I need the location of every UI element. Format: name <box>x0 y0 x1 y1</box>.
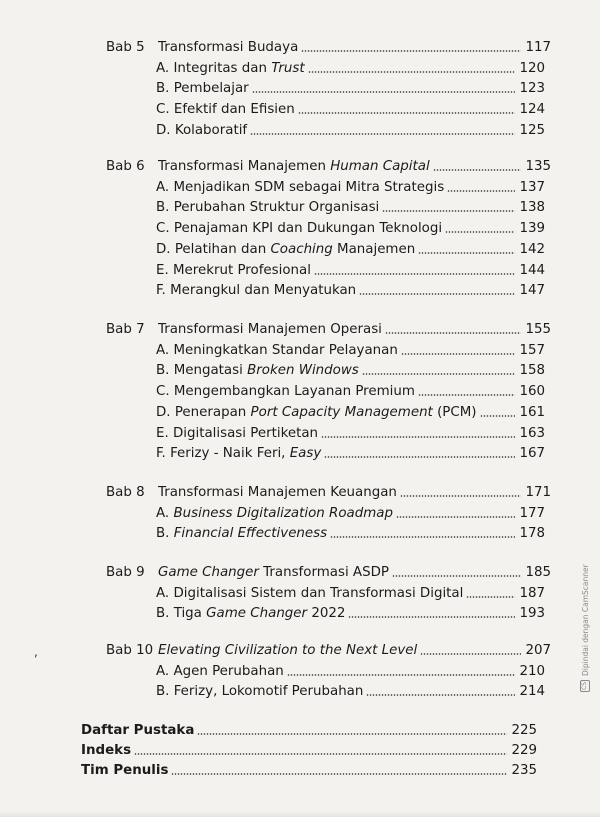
entry-title <box>156 426 318 442</box>
dot-leader <box>308 70 516 74</box>
entry-title-run: B. Ferizy, Lokomotif Perubahan <box>156 684 364 700</box>
entry-title <box>156 343 398 359</box>
dot-leader <box>250 132 515 136</box>
entry-title <box>156 664 284 680</box>
section-entry <box>156 77 545 97</box>
section-entry <box>156 522 545 542</box>
dot-leader <box>418 393 516 397</box>
entry-title-run: A. Agen Perubahan <box>156 663 284 679</box>
page-number: 137 <box>519 179 545 195</box>
dot-leader <box>348 615 515 619</box>
entry-title-run: B. Tiga <box>156 606 207 622</box>
section-entry <box>156 422 545 442</box>
entry-title <box>156 242 415 258</box>
entry-title <box>156 221 442 237</box>
entry-title <box>156 263 311 279</box>
entry-title-run: Transformasi Manajemen Keuangan <box>158 485 397 500</box>
page-number: 178 <box>519 526 545 542</box>
dot-leader <box>321 435 515 439</box>
entry-title <box>156 446 321 462</box>
entry-title-italic-run: Coaching <box>270 241 333 257</box>
entry-title <box>156 200 379 216</box>
entry-title-run: (PCM) <box>432 404 477 420</box>
page-number: 144 <box>519 262 545 278</box>
entry-title-run: A. Menjadikan SDM sebagai Mitra Strategis <box>156 179 445 195</box>
section-entry <box>156 176 545 196</box>
entry-title-run: B. Mengatasi <box>156 363 248 379</box>
entry-title-italic-run: Elevating Civilization to the Next Level <box>158 643 418 658</box>
page-number: 139 <box>519 221 545 237</box>
dot-leader <box>385 331 522 335</box>
entry-title-run: Transformasi Budaya <box>158 40 299 55</box>
entry-title <box>156 363 359 379</box>
entry-title <box>158 485 397 501</box>
entry-title <box>156 506 393 522</box>
chapter-entry <box>106 481 551 501</box>
entry-title-run: E. Merekrut Profesional <box>156 262 311 278</box>
dot-leader <box>401 352 516 356</box>
entry-title-italic-run: Port Capacity Management <box>250 404 433 420</box>
entry-title-run: A. Meningkatkan Standar Pelayanan <box>156 342 398 358</box>
entry-title <box>156 180 444 196</box>
stray-mark: , <box>34 645 38 659</box>
entry-title: Daftar Pustaka <box>81 723 195 738</box>
dot-leader <box>420 652 521 656</box>
dot-leader <box>301 49 521 53</box>
entry-title <box>156 61 305 77</box>
entry-title-run: F. Ferizy - Naik Feri, <box>156 446 290 462</box>
entry-title-run: 2022 <box>307 606 346 622</box>
dot-leader <box>382 209 515 213</box>
chapter-label: Bab 6 <box>106 159 145 174</box>
page-number: 120 <box>519 60 545 76</box>
entry-title-run: A. <box>156 505 174 521</box>
section-entry <box>156 582 545 602</box>
section-entry <box>156 217 545 237</box>
entry-title <box>156 526 327 542</box>
page-number: 138 <box>519 200 545 216</box>
entry-title-run: C. Mengembangkan Layanan Premium <box>156 384 415 400</box>
entry-title <box>158 322 382 338</box>
chapter-label: Bab 5 <box>106 40 145 55</box>
back-matter-entry <box>81 739 537 759</box>
entry-title-italic-run: Game Changer <box>206 606 308 622</box>
page-number: 161 <box>519 404 545 420</box>
page-number: 210 <box>519 663 545 679</box>
chapter-label: Bab 7 <box>106 322 145 337</box>
entry-title <box>158 40 298 56</box>
camscanner-logo-icon: CS <box>581 682 588 690</box>
page-number: 193 <box>519 606 545 622</box>
page-number: 225 <box>511 723 537 738</box>
entry-title <box>156 283 356 299</box>
dot-leader <box>287 673 516 677</box>
dot-leader <box>480 414 516 418</box>
section-entry <box>156 279 545 299</box>
chapter-entry <box>106 561 551 581</box>
section-entry <box>156 339 545 359</box>
dot-leader <box>171 772 507 776</box>
back-matter-entry <box>81 719 537 739</box>
dot-leader <box>330 535 515 539</box>
scanner-watermark-text: Dipindai dengan CamScanner <box>580 564 590 676</box>
section-entry <box>156 359 545 379</box>
entry-title <box>156 384 415 400</box>
page-number: 142 <box>519 241 545 257</box>
entry-title <box>156 684 363 700</box>
entry-title <box>158 565 389 581</box>
entry-title-run: B. <box>156 526 174 542</box>
entry-title <box>158 159 430 175</box>
dot-leader <box>362 372 516 376</box>
dot-leader <box>252 90 516 94</box>
page-number: 163 <box>519 425 545 441</box>
dot-leader <box>197 732 507 736</box>
entry-title-run: B. Pembelajar <box>156 81 249 97</box>
page-number: 117 <box>525 40 551 55</box>
section-entry <box>156 660 545 680</box>
entry-title-run: C. Efektif dan Efisien <box>156 102 295 118</box>
section-entry <box>156 502 545 522</box>
back-matter-entry <box>81 759 537 779</box>
entry-title-italic-run: Human Capital <box>330 159 430 174</box>
page-number: 147 <box>519 283 545 299</box>
page-number: 187 <box>519 585 545 601</box>
chapter-label: Bab 10 <box>106 643 154 658</box>
page-number: 177 <box>519 505 545 521</box>
dot-leader <box>298 111 516 115</box>
entry-title-run: Transformasi Manajemen Operasi <box>158 322 382 337</box>
entry-title-run: D. Pelatihan dan <box>156 241 271 257</box>
section-entry <box>156 196 545 216</box>
dot-leader <box>392 574 521 578</box>
entry-title <box>156 102 295 118</box>
section-entry <box>156 98 545 118</box>
scanner-watermark <box>580 564 590 692</box>
page-number: 123 <box>519 81 545 97</box>
section-entry <box>156 680 545 700</box>
page-number: 171 <box>525 485 551 500</box>
section-entry <box>156 380 545 400</box>
chapter-entry <box>106 155 551 175</box>
entry-title-italic-run: Financial Effectiveness <box>173 526 328 542</box>
entry-title-run: B. Perubahan Struktur Organisasi <box>156 200 380 216</box>
section-entry <box>156 602 545 622</box>
entry-title: Indeks <box>81 743 132 758</box>
chapter-entry <box>106 36 551 56</box>
page-number: 214 <box>519 684 545 700</box>
page-number: 155 <box>525 322 551 337</box>
entry-title-italic-run: Game Changer <box>158 565 259 580</box>
section-entry <box>156 57 545 77</box>
section-entry <box>156 259 545 279</box>
dot-leader <box>324 455 515 459</box>
entry-title-run: F. Merangkul dan Menyatukan <box>156 283 357 299</box>
section-entry <box>156 442 545 462</box>
page-number: 135 <box>525 159 551 174</box>
entry-title-run: A. Integritas dan <box>156 60 272 76</box>
dot-leader <box>314 272 515 276</box>
entry-title <box>156 405 477 421</box>
entry-title <box>156 606 345 622</box>
entry-title <box>156 123 247 139</box>
entry-title <box>156 586 463 602</box>
dot-leader <box>445 230 515 234</box>
dot-leader <box>359 292 515 296</box>
page-number: 157 <box>519 342 545 358</box>
chapter-entry <box>106 639 551 659</box>
page-number: 158 <box>519 363 545 379</box>
page-number: 167 <box>519 446 545 462</box>
entry-title: Tim Penulis <box>81 763 169 778</box>
entry-title-italic-run: Easy <box>289 446 322 462</box>
section-entry <box>156 119 545 139</box>
page-number: 185 <box>525 565 551 580</box>
chapter-entry <box>106 318 551 338</box>
entry-title-run: Manajemen <box>332 241 416 257</box>
entry-title <box>156 81 249 97</box>
page-number: 124 <box>519 102 545 118</box>
dot-leader <box>447 189 515 193</box>
chapter-label: Bab 8 <box>106 485 145 500</box>
dot-leader <box>418 251 515 255</box>
page-edge-shadow <box>0 811 600 817</box>
entry-title-run: A. Digitalisasi Sistem dan Transformasi Digital <box>156 585 464 601</box>
entry-title <box>158 643 417 659</box>
dot-leader <box>400 494 522 498</box>
chapter-label: Bab 9 <box>106 565 145 580</box>
section-entry <box>156 401 545 421</box>
dot-leader <box>134 752 507 756</box>
page-number: 229 <box>511 743 537 758</box>
entry-title-run: Transformasi Manajemen <box>158 159 331 174</box>
dot-leader <box>466 595 515 599</box>
entry-title-run: D. Kolaboratif <box>156 122 248 138</box>
dot-leader <box>433 168 522 172</box>
entry-title-italic-run: Trust <box>271 60 305 76</box>
entry-title-italic-run: Broken Windows <box>247 363 359 379</box>
page-number: 125 <box>519 122 545 138</box>
dot-leader <box>366 693 515 697</box>
dot-leader <box>396 515 515 519</box>
page-number: 160 <box>519 384 545 400</box>
section-entry <box>156 238 545 258</box>
entry-title-run: D. Penerapan <box>156 404 251 420</box>
entry-title-run: Transformasi ASDP <box>258 565 389 580</box>
page-number: 207 <box>525 643 551 658</box>
page-number: 235 <box>511 763 537 778</box>
entry-title-run: C. Penajaman KPI dan Dukungan Teknologi <box>156 221 443 237</box>
entry-title-italic-run: Business Digitalization Roadmap <box>173 505 393 521</box>
entry-title-run: E. Digitalisasi Pertiketan <box>156 425 319 441</box>
